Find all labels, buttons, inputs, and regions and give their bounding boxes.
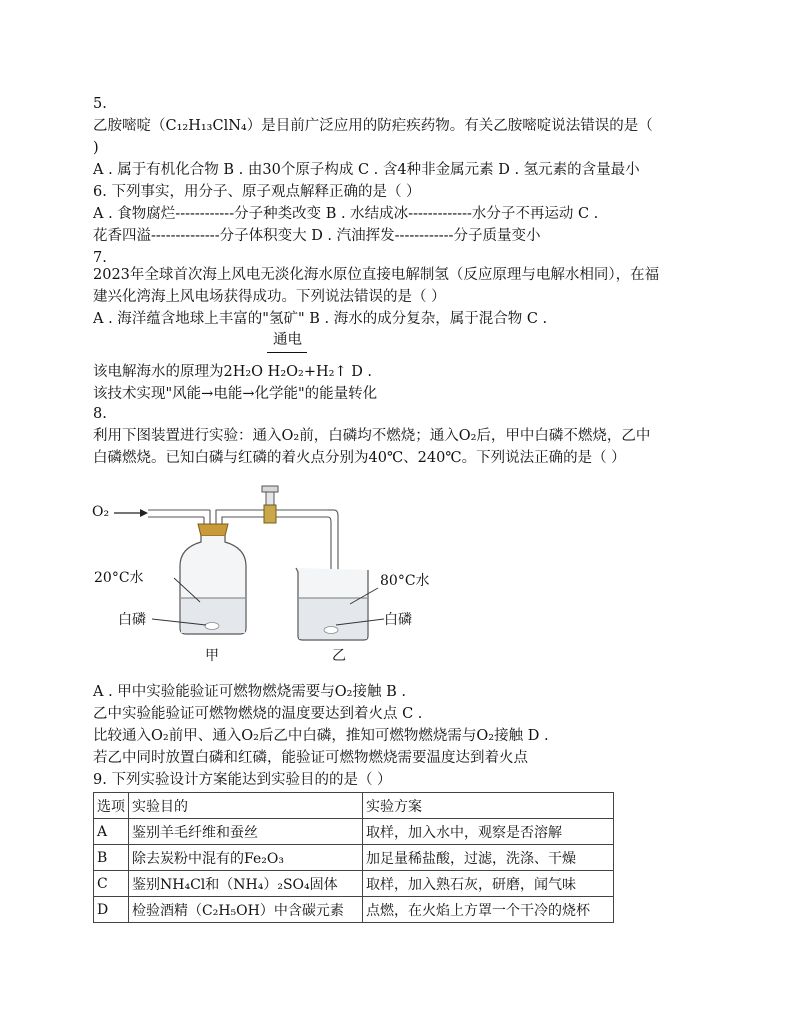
o2-label: O₂ — [92, 504, 110, 520]
q8-option-a: A . 甲中实验能验证可燃物燃烧需要与O₂接触 B . — [93, 684, 406, 700]
row-option: D — [94, 897, 129, 923]
label-jia: 甲 — [205, 648, 219, 664]
o2-arrow-head — [140, 509, 148, 517]
label-yi: 乙 — [332, 648, 346, 664]
stopper — [198, 524, 228, 536]
q8-stem-line2: 白磷燃烧。已知白磷与红磷的着火点分别为40℃、240℃。下列说法正确的是（ ） — [93, 450, 626, 466]
right-water-label: 80°C水 — [380, 573, 430, 589]
row-option: C — [94, 871, 129, 897]
table-row — [94, 819, 614, 845]
q8-stem-line1: 利用下图装置进行实验：通入O₂前，白磷均不燃烧；通入O₂后，甲中白磷不燃烧，乙中 — [93, 428, 651, 444]
q9-stem: 9. 下列实验设计方案能达到实验目的的是（ ） — [93, 772, 392, 788]
table-row — [94, 845, 614, 871]
table-row — [94, 897, 614, 923]
q6-options-line2: 花香四溢--------------分子体积变大 D . 汽油挥发------------分子质量变小 — [93, 228, 541, 244]
q8-number: 8. — [93, 406, 107, 422]
row-option: A — [94, 819, 129, 845]
q8-option-d: 若乙中同时放置白磷和红磷，能验证可燃物燃烧需要温度达到着火点 — [93, 750, 528, 766]
reaction-arrow-line — [267, 352, 307, 353]
experiment-figure — [88, 478, 448, 668]
q5-stem: 乙胺嘧啶（C₁₂H₁₃ClN₄）是目前广泛应用的防疟疾药物。有关乙胺嘧啶说法错误的是（ — [93, 118, 653, 134]
q7-number: 7. — [93, 250, 107, 266]
white-phosphorus-yi — [324, 627, 338, 634]
row-purpose: 除去炭粉中混有的Fe₂O₃ — [129, 845, 363, 871]
left-water-label: 20°C水 — [94, 570, 144, 586]
row-purpose: 检验酒精（C₂H₅OH）中含碳元素 — [129, 897, 363, 923]
table-row — [94, 871, 614, 897]
q5-stem-end: ) — [93, 140, 99, 156]
q6-stem: 6. 下列事实，用分子、原子观点解释正确的是（ ） — [93, 184, 421, 200]
row-plan: 点燃，在火焰上方罩一个干冷的烧杯 — [363, 897, 614, 923]
header-plan: 实验方案 — [363, 793, 614, 819]
row-plan: 取样，加入水中，观察是否溶解 — [363, 819, 614, 845]
row-purpose: 鉴别羊毛纤维和蚕丝 — [129, 819, 363, 845]
q7-stem-line1: 2023年全球首次海上风电无淡化海水原位直接电解制氢（反应原理与电解水相同），在福 — [93, 267, 660, 283]
q5-number: 5. — [93, 96, 107, 112]
q5-options: A . 属于有机化合物 B . 由30个原子构成 C . 含4种非金属元素 D . 氢元素的含量最小 — [93, 162, 640, 178]
table-header-row — [94, 793, 614, 819]
row-plan: 加足量稀盐酸，过滤，洗涤、干燥 — [363, 845, 614, 871]
row-plan: 取样，加入熟石灰，研磨，闻气味 — [363, 871, 614, 897]
q8-option-c: 比较通入O₂前甲、通入O₂后乙中白磷，推知可燃物燃烧需与O₂接触 D . — [93, 728, 549, 744]
row-purpose: 鉴别NH₄Cl和（NH₄）₂SO₄固体 — [129, 871, 363, 897]
q7-options-line1: A . 海洋蕴含地球上丰富的"氢矿" B . 海水的成分复杂，属于混合物 C . — [93, 311, 548, 327]
q7-stem-line2: 建兴化湾海上风电场获得成功。下列说法错误的是（ ） — [93, 289, 446, 305]
reaction-condition: 通电 — [273, 332, 302, 348]
header-option: 选项 — [94, 793, 129, 819]
left-phosphorus-label: 白磷 — [118, 612, 146, 628]
q9-options-table — [93, 792, 614, 923]
row-option: B — [94, 845, 129, 871]
q7-equation: 该电解海水的原理为2H₂O H₂O₂+H₂↑ D . — [93, 364, 373, 380]
header-purpose: 实验目的 — [129, 793, 363, 819]
q7-options-line3: 该技术实现"风能→电能→化学能"的能量转化 — [93, 386, 378, 402]
right-phosphorus-label: 白磷 — [384, 612, 412, 628]
white-phosphorus-jia — [205, 623, 219, 630]
stopcock — [264, 505, 276, 523]
q8-option-b: 乙中实验能验证可燃物燃烧的温度要达到着火点 C . — [93, 706, 423, 722]
q6-options-line1: A . 食物腐烂------------分子种类改变 B . 水结成冰-------------水分子不再运动 C . — [93, 206, 599, 222]
